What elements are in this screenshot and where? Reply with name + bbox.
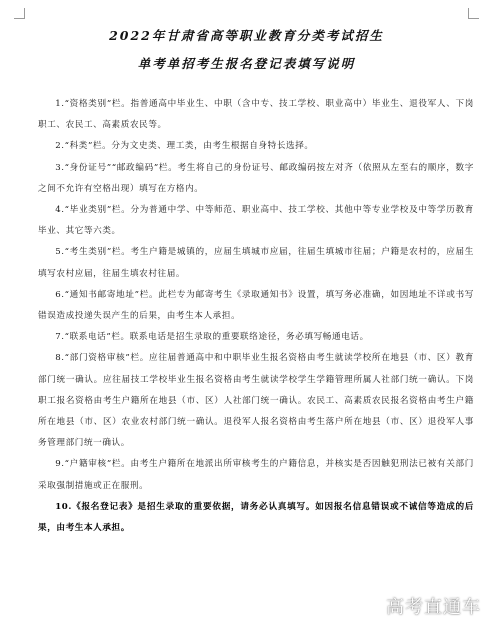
crop-mark-top-right [468, 8, 479, 19]
instruction-item-8: 8.“部门资格审核”栏。应往届普通高中和中职毕业生报名资格由考生就读学校所在地县（市、区）教育部门统一确认。应往届技工学校毕业生报名资格由考生就读学校学生学籍管理所属人社部门统一确认。下岗职工报名资格由考生户籍所在地县（市、区）人社部门统一确认。农民工、高素质农民报名资格由考生户籍所在地县（市、区）农业农村部门统一确认。退役军人报名资格由考生落户所在地县（市、区）退役军人事务管理部门统一确认。 [38, 353, 474, 449]
instruction-item-10: 10.《报名登记表》是招生录取的重要依据，请务必认真填写。如因报名信息错误或不诚信等造成的后果，由考生本人承担。 [38, 501, 474, 534]
instruction-item-3: 3.“身份证号”“邮政编码”栏。考生将自己的身份证号、邮政编码按左对齐（依照从左至右的顺序，数字之间不允许有空格出现）填写在方格内。 [38, 162, 474, 194]
instruction-item-6: 6.“通知书邮寄地址”栏。此栏专为邮寄考生《录取通知书》设置，填写务必准确，如因地址不详或书写错误造成投递失误产生的后果，由考生本人承担。 [38, 289, 474, 322]
instruction-item-9: 9.“户籍审核”栏。由考生户籍所在地派出所审核考生的户籍信息，并核实是否因触犯刑法已被有关部门采取强制措施或正在服刑。 [38, 459, 474, 491]
document-title-line-1: 2022年甘肃省高等职业教育分类考试招生 [109, 28, 384, 43]
watermark-text: 高考直通车 [386, 597, 481, 618]
crop-mark-top-left [14, 8, 25, 19]
instructions-body [38, 94, 474, 539]
instruction-item-1: 1.“资格类别”栏。指普通高中毕业生、中职（含中专、技工学校、职业高中）毕业生、退役军人、下岗职工、农民工、高素质农民等。 [38, 99, 474, 131]
instruction-item-4: 4.“毕业类别”栏。分为普通中学、中等师范、职业高中、技工学校、其他中等专业学校及中等学历教育毕业、其它等六类。 [38, 205, 474, 237]
instruction-item-2: 2.“科类”栏。分为文史类、理工类，由考生根据自身特长选择。 [55, 141, 314, 152]
instruction-item-7: 7.“联系电话”栏。联系电话是招生录取的重要联络途径，务必填写畅通电话。 [55, 332, 369, 343]
document-title-line-2: 单考单招考生报名登记表填写说明 [137, 56, 356, 71]
instruction-item-5: 5.“考生类别”栏。考生户籍是城镇的，应届生填城市应届，往届生填城市往届；户籍是农村的，应届生填写农村应届，往届生填农村往届。 [38, 247, 474, 279]
